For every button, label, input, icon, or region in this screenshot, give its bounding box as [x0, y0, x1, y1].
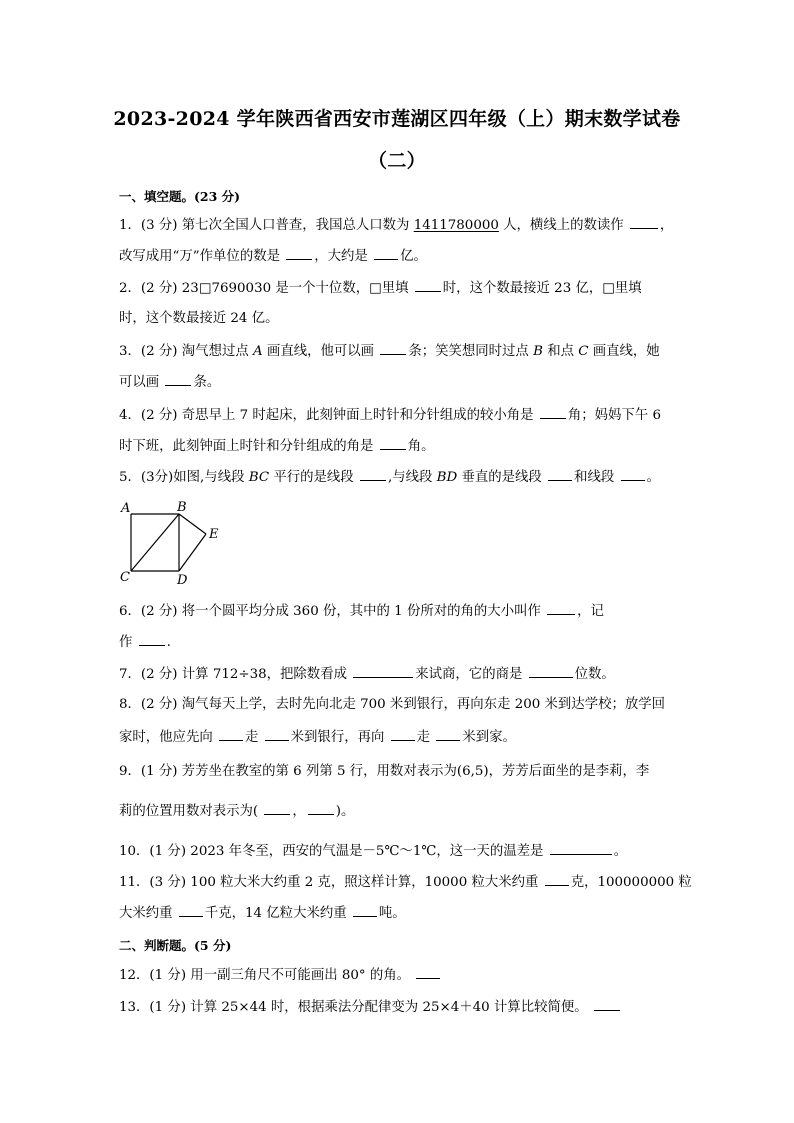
label-a: A	[121, 501, 131, 516]
question-3-line-2: 可以画 条。	[119, 375, 221, 390]
answer-blank[interactable]	[594, 998, 620, 1011]
question-2-line-2: 时，这个数最接近 24 亿。	[119, 311, 279, 326]
answer-blank[interactable]	[416, 966, 440, 979]
question-2-line-1: 2．(2 分) 23□7690030 是一个十位数，□里填 时，这个数最接近 23 亿，□里填	[119, 281, 642, 296]
answer-blank[interactable]	[380, 342, 406, 355]
answer-blank[interactable]	[391, 728, 415, 741]
label-b: B	[177, 500, 187, 515]
label-d: D	[177, 573, 188, 588]
question-1-line-2: 改写成用“万”作单位的数是 ，大约是 亿。	[119, 249, 427, 264]
answer-blank[interactable]	[545, 873, 569, 886]
square-triangle-diagram	[114, 498, 224, 588]
question-11-line-2: 大米约重 千克，14 亿粒大米约重 吨。	[119, 906, 406, 921]
question-13-line-1: 13．(1 分) 计算 25×44 时，根据乘法分配律变为 25×4＋40 计算比较简便。	[119, 998, 622, 1017]
question-12-line-1: 12．(1 分) 用一副三角尺不可能画出 80° 的角。	[119, 966, 442, 985]
question-11-line-1: 11．(3 分) 100 粒大米大约重 2 克，照这样计算，10000 粒大米约重 克，100000000 粒	[119, 875, 692, 890]
question-9-line-1: 9．(1 分) 芳芳坐在教室的第 6 列第 5 行，用数对表示为(6,5)，芳芳后面坐的是李莉，李	[119, 764, 650, 779]
question-7-line-1: 7．(2 分) 计算 712÷38，把除数看成 来试商，它的商是 位数。	[119, 667, 615, 682]
segment-ed	[179, 534, 206, 571]
question-1-line-1: 1．(3 分) 第七次全国人口普查，我国总人口数为 1411780000 人，横线上的数读作 ，	[119, 218, 674, 233]
answer-blank[interactable]	[165, 373, 191, 386]
population-number: 1411780000	[413, 218, 499, 233]
question-8-line-2: 家时，他应先向 走 米到银行，再向 走 米到家。	[119, 730, 516, 745]
question-5-line-1: 5．(3分)如图,与线段 BC 平行的是线段 ,与线段 BD 垂直的是线段 和线段 。	[119, 470, 660, 485]
label-e: E	[209, 527, 219, 542]
answer-blank[interactable]	[529, 665, 573, 678]
answer-blank[interactable]	[415, 279, 441, 292]
section-heading-fill-in: 一、填空题。(23 分)	[119, 189, 241, 204]
answer-blank[interactable]	[374, 247, 398, 260]
question-9-line-2: 莉的位置用数对表示为( ， )。	[119, 804, 355, 819]
question-10-line-1: 10．(1 分) 2023 年冬至，西安的气温是－5℃～1℃，这一天的温差是 。	[119, 844, 628, 859]
question-4-line-1: 4．(2 分) 奇思早上 7 时起床，此刻钟面上时针和分针组成的较小角是 角；妈妈下午 6	[119, 408, 661, 423]
answer-blank[interactable]	[219, 728, 243, 741]
question-3-line-1: 3．(2 分) 淘气想过点 A 画直线，他可以画 条；笑笑想同时过点 B 和点 C 画直线，她	[119, 344, 660, 359]
answer-blank[interactable]	[353, 904, 377, 917]
answer-blank[interactable]	[630, 216, 658, 229]
section-heading-true-false: 二、判断题。(5 分)	[119, 938, 232, 953]
answer-blank[interactable]	[621, 468, 645, 481]
answer-blank[interactable]	[179, 904, 203, 917]
answer-blank[interactable]	[548, 468, 572, 481]
geometry-figure	[114, 498, 224, 588]
segment-be	[179, 514, 206, 534]
question-8-line-1: 8．(2 分) 淘气每天上学，去时先向北走 700 米到银行，再向东走 200 米到达学校；放学回	[119, 697, 666, 712]
question-6-line-1: 6．(2 分) 将一个圆平均分成 360 份，其中的 1 份所对的角的大小叫作 ，记	[119, 604, 604, 619]
label-c: C	[120, 570, 130, 585]
page-subtitle: （二）	[368, 150, 426, 172]
answer-blank[interactable]	[265, 728, 289, 741]
question-4-line-2: 时下班，此刻钟面上时针和分针组成的角是 角。	[119, 439, 435, 454]
answer-blank[interactable]	[380, 437, 406, 450]
answer-blank[interactable]	[540, 406, 566, 419]
answer-blank[interactable]	[436, 728, 460, 741]
segment-bc	[131, 514, 179, 571]
answer-blank[interactable]	[286, 247, 312, 260]
answer-blank[interactable]	[360, 468, 386, 481]
answer-blank[interactable]	[139, 633, 165, 646]
answer-blank[interactable]	[353, 665, 413, 678]
answer-blank[interactable]	[547, 602, 575, 615]
answer-blank[interactable]	[264, 802, 290, 815]
answer-blank[interactable]	[308, 802, 334, 815]
answer-blank[interactable]	[550, 842, 612, 855]
question-6-line-2: 作 .	[119, 635, 171, 650]
page-title: 2023-2024 学年陕西省西安市莲湖区四年级（上）期末数学试卷	[113, 108, 681, 130]
